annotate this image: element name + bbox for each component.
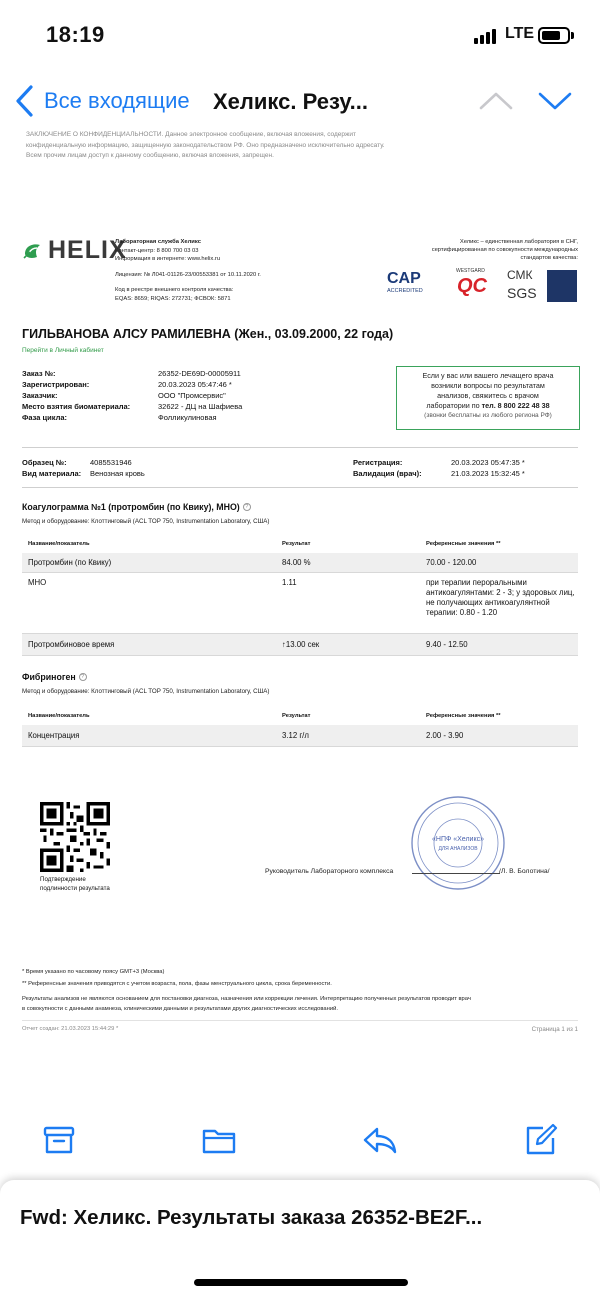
folder-icon[interactable] <box>201 1122 237 1158</box>
table-row: Протромбин (по Квику) 84.00 % 70.00 - 120.00 <box>22 553 578 573</box>
nav-bar <box>0 72 600 130</box>
network-type: LTE <box>505 25 535 42</box>
cap-accredited-label: ACCREDITED <box>387 288 423 294</box>
confidentiality-notice: ЗАКЛЮЧЕНИЕ О КОНФИДЕНЦИАЛЬНОСТИ. Данное электронное сообщение, включая вложения, содержит конфиденциальную информацию, защищенную законодательством РФ. Оно предназначено исключительно адресату. Всем прочим лицам доступ к данному сообщению, включая вложения, запрещен. <box>26 131 385 159</box>
fibrinogen-method: Метод и оборудование: Клоттинговый (ACL TOP 750, Instrumentation Laboratory, США) <box>22 688 270 695</box>
helix-logo <box>22 236 127 265</box>
westgard-label: WESTGARD <box>456 268 485 274</box>
battery-cap <box>571 32 574 39</box>
sample-details: Образец №: 4085531946 Вид материала: Венозная кровь <box>22 458 145 478</box>
signature-rule <box>412 873 500 874</box>
certification-text: Хеликс – единственная лаборатория в СНГ, сертифицированная по совокупности международных стандартов качества: <box>431 239 578 261</box>
qr-caption: Подтверждение подлинности результата <box>40 876 110 892</box>
logo-text: HELIX <box>48 236 127 264</box>
qr-code-icon[interactable] <box>40 802 110 872</box>
mail-toolbar <box>0 1100 600 1180</box>
table-header: Название/показатель Результат Референсные значения ** <box>28 713 501 719</box>
doctor-contact-callout: Если у вас или вашего лечащего врача возникли вопросы по результатам анализов, свяжитесь с врачом лаборатории по тел. 8 800 222 48 38 (звонки бесплатны из любого региона РФ) <box>396 366 580 430</box>
personal-cabinet-link[interactable]: Перейти в Личный кабинет <box>22 347 104 354</box>
table-row: Концентрация 3.12 г/л 2.00 - 3.90 <box>22 725 578 747</box>
coagulogram-method: Метод и оборудование: Клоттинговый (ACL TOP 750, Instrumentation Laboratory, США) <box>22 518 270 525</box>
email-body-document[interactable] <box>0 130 600 1100</box>
lab-info: Лабораторная служба Хеликс Контакт-центр: 8 800 700 03 03 Информация в интернете: www.helix.ru Лицензия: № Л041-01126-23/00553381 от 10.11.2020 г. Код в реестре внешнего контроля качества: EQAS: 8659; RIQAS: 272731; ФСВОК: 5871 <box>115 239 261 302</box>
message-subject[interactable]: Fwd: Хеликс. Результаты заказа 26352-BE2F... <box>20 1206 483 1229</box>
cap-badge: CAP <box>387 270 421 287</box>
svg-text:«НПФ «Хеликс»: «НПФ «Хеликс» <box>432 836 484 843</box>
lab-phone[interactable]: тел. 8 800 222 48 38 <box>481 401 550 410</box>
report-created: Отчет создан: 21.03.2023 15:44:29 * <box>22 1026 119 1032</box>
registration-details: Регистрация: 20.03.2023 05:47:35 * Валидация (врач): 21.03.2023 15:32:45 * <box>353 458 525 478</box>
back-button[interactable] <box>14 84 190 118</box>
reply-icon[interactable] <box>362 1122 398 1158</box>
chevron-left-icon <box>14 84 36 118</box>
signature-role: Руководитель Лабораторного комплекса <box>265 868 394 875</box>
iso-badge-icon <box>547 270 577 302</box>
qc-badge: QC <box>457 275 487 297</box>
patient-name: ГИЛЬВАНОВА АЛСУ РАМИЛЕВНА (Жен., 03.09.2000, 22 года) <box>22 327 394 341</box>
table-row: МНО 1.11 при терапии пероральными антикоагулянтами: 2 - 3; у здоровых лиц, не получающих антикоагулянтной терапии: 0.80 - 1.20 <box>22 573 578 634</box>
status-time: 18:19 <box>46 22 105 47</box>
compose-icon[interactable] <box>523 1122 559 1158</box>
sgs-badge: SGS <box>507 285 537 301</box>
order-details: Заказ №: 26352-DE69D-00005911 Зарегистрирован: 20.03.2023 05:47:46 * Заказчик: ООО "Промсервис" Место взятия биоматериала: 32622 - ДЦ на Шафиева Фаза цикла: Фолликулиновая <box>22 369 243 422</box>
divider <box>22 1020 578 1021</box>
archive-icon[interactable] <box>41 1122 77 1158</box>
help-icon[interactable]: ? <box>79 673 87 681</box>
footnotes: * Время указано по часовому поясу GMT+3 (Москва) ** Референсные значения приводятся с учетом возраста, пола, фазы менструального цикла, срока беременности. Результаты анализов не являются основанием для постановки диагноза, назначения или коррекции лечения. Интерпретацию полученных результатов проводит врач в совокупности с данными анамнеза, клиническими данными и результатами других диагностических исследований. <box>22 969 471 1012</box>
coagulogram-table <box>22 535 578 656</box>
divider <box>22 487 578 488</box>
table-header: Название/показатель Результат Референсные значения ** <box>28 541 501 547</box>
signer-name: /Л. В. Болотина/ <box>499 868 550 875</box>
coagulogram-title: Коагулограмма №1 (протромбин (по Квику), МНО) ? <box>22 502 251 512</box>
battery-icon <box>538 27 570 44</box>
fibrinogen-table <box>22 707 578 747</box>
helix-logo-icon <box>22 240 44 262</box>
help-icon[interactable]: ? <box>243 503 251 511</box>
cmk-badge: СМК <box>507 268 533 282</box>
nav-title: Хеликс. Резу... <box>213 89 368 114</box>
table-row: Протромбиновое время ↑13.00 сек 9.40 - 12.50 <box>22 634 578 656</box>
back-label: Все входящие <box>44 88 190 113</box>
quality-badges <box>387 268 579 304</box>
previous-message-button[interactable] <box>478 86 514 116</box>
page-number: Страница 1 из 1 <box>531 1026 578 1033</box>
signal-icon <box>474 28 500 44</box>
next-message-button[interactable] <box>537 86 573 116</box>
stamp-icon <box>410 795 506 891</box>
status-bar <box>0 0 600 72</box>
divider <box>22 447 578 448</box>
fibrinogen-title: Фибриноген ? <box>22 672 87 682</box>
home-indicator[interactable] <box>194 1279 408 1286</box>
svg-text:ДЛЯ АНАЛИЗОВ: ДЛЯ АНАЛИЗОВ <box>438 846 478 852</box>
